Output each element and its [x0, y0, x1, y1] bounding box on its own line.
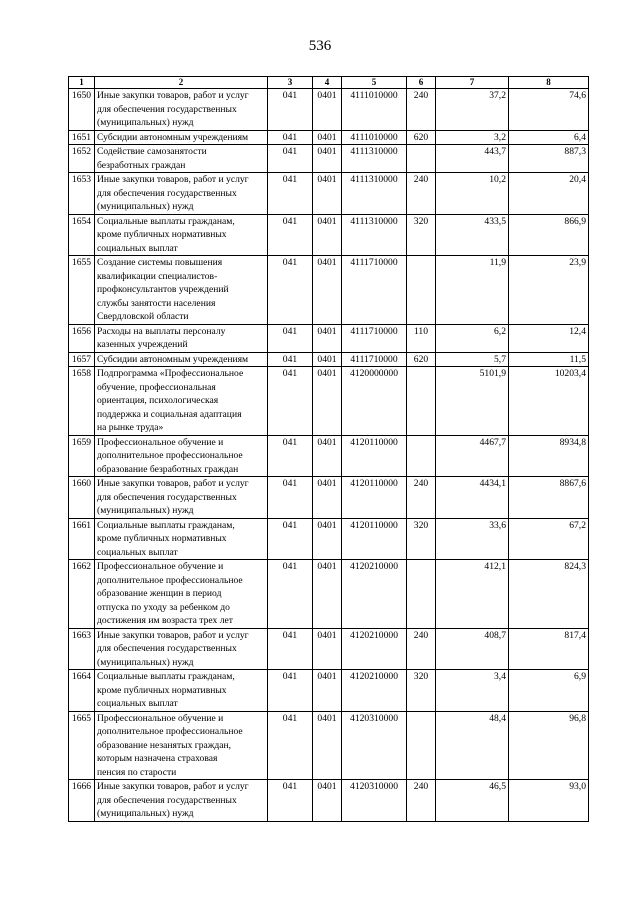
- description-line: которым назначена страховая: [97, 753, 218, 764]
- page-number: 536: [308, 38, 332, 54]
- description-line: кроме публичных нормативных: [97, 229, 227, 240]
- description-line: образование незанятых граждан,: [97, 739, 232, 751]
- section-code: 0401: [313, 670, 342, 712]
- amount-column-8: 6,4: [509, 130, 589, 145]
- expense-type-code: 240: [407, 780, 436, 822]
- table-row: [69, 435, 589, 477]
- table-row: [69, 670, 589, 712]
- amount-column-7: 408,7: [436, 628, 509, 670]
- description-line: обучение, профессиональная: [97, 381, 216, 393]
- amount-column-7: 10,2: [436, 173, 509, 215]
- ministry-code: 041: [268, 324, 313, 352]
- table-row: [69, 628, 589, 670]
- section-code: 0401: [313, 711, 342, 780]
- description-line: поддержка и социальная адаптация: [97, 408, 242, 420]
- expense-type-code: 110: [407, 324, 436, 352]
- amount-column-7: 5,7: [436, 352, 509, 367]
- description-line: Иные закупки товаров, работ и услуг: [97, 781, 249, 792]
- description-line: социальных выплат: [97, 698, 178, 709]
- description-line: дополнительное профессиональное: [97, 726, 243, 737]
- target-article-code: 4111710000: [342, 256, 407, 325]
- description-line: Профессиональное обучение и: [97, 436, 224, 448]
- amount-column-8: 74,6: [509, 89, 589, 131]
- column-header: 5: [342, 77, 407, 89]
- expense-type-code: [407, 256, 436, 325]
- amount-column-8: 817,4: [509, 628, 589, 670]
- description-line: образование безработных граждан: [97, 463, 239, 475]
- amount-column-8: 12,4: [509, 324, 589, 352]
- description-line: Субсидии автономным учреждениям: [97, 131, 249, 143]
- amount-column-8: 8934,8: [509, 435, 589, 477]
- amount-column-7: 412,1: [436, 560, 509, 629]
- ministry-code: 041: [268, 670, 313, 712]
- row-description: [95, 324, 268, 352]
- column-header: 1: [69, 77, 95, 89]
- expense-type-code: [407, 367, 436, 436]
- ministry-code: 041: [268, 173, 313, 215]
- ministry-code: 041: [268, 560, 313, 629]
- description-line: ориентация, психологическая: [97, 395, 219, 406]
- row-description: [95, 477, 268, 519]
- table-row: [69, 89, 589, 131]
- target-article-code: 4120000000: [342, 367, 407, 436]
- description-line: квалификации специалистов-: [97, 270, 218, 282]
- row-number: 1658: [69, 367, 95, 436]
- row-description: [95, 145, 268, 173]
- table-row: [69, 477, 589, 519]
- row-number: 1662: [69, 560, 95, 629]
- description-line: Профессиональное обучение и: [97, 712, 224, 724]
- row-description: [95, 89, 268, 131]
- expense-type-code: [407, 145, 436, 173]
- ministry-code: 041: [268, 89, 313, 131]
- amount-column-8: 11,5: [509, 352, 589, 367]
- amount-column-7: 37,2: [436, 89, 509, 131]
- row-number: 1650: [69, 89, 95, 131]
- column-header: 4: [313, 77, 342, 89]
- row-description: [95, 711, 268, 780]
- row-description: [95, 435, 268, 477]
- amount-column-7: 46,5: [436, 780, 509, 822]
- row-number: 1654: [69, 214, 95, 256]
- table-body: [69, 89, 589, 822]
- target-article-code: 4120310000: [342, 711, 407, 780]
- expense-type-code: 240: [407, 173, 436, 215]
- target-article-code: 4120210000: [342, 560, 407, 629]
- target-article-code: 4111310000: [342, 214, 407, 256]
- description-line: профконсультантов учреждений: [97, 284, 229, 295]
- row-description: [95, 367, 268, 436]
- description-line: Социальные выплаты гражданам,: [97, 671, 235, 682]
- section-code: 0401: [313, 518, 342, 560]
- description-line: (муниципальных) нужд: [97, 656, 194, 668]
- amount-column-8: 866,9: [509, 214, 589, 256]
- description-line: социальных выплат: [97, 546, 178, 558]
- amount-column-7: 4467,7: [436, 435, 509, 477]
- target-article-code: 4120110000: [342, 435, 407, 477]
- amount-column-8: 23,9: [509, 256, 589, 325]
- row-description: [95, 214, 268, 256]
- amount-column-8: 96,8: [509, 711, 589, 780]
- ministry-code: 041: [268, 256, 313, 325]
- description-line: для обеспечения государственных: [97, 187, 237, 199]
- description-line: (муниципальных) нужд: [97, 808, 194, 819]
- ministry-code: 041: [268, 518, 313, 560]
- target-article-code: 4111010000: [342, 130, 407, 145]
- description-line: пенсия по старости: [97, 766, 177, 778]
- description-line: Свердловской области: [97, 311, 189, 322]
- row-number: 1655: [69, 256, 95, 325]
- description-line: кроме публичных нормативных: [97, 684, 227, 696]
- ministry-code: 041: [268, 628, 313, 670]
- amount-column-7: 6,2: [436, 324, 509, 352]
- table-row: [69, 560, 589, 629]
- target-article-code: 4111310000: [342, 173, 407, 215]
- section-code: 0401: [313, 256, 342, 325]
- row-number: 1659: [69, 435, 95, 477]
- section-code: 0401: [313, 435, 342, 477]
- row-number: 1652: [69, 145, 95, 173]
- amount-column-7: 4434,1: [436, 477, 509, 519]
- target-article-code: 4120110000: [342, 477, 407, 519]
- column-header: 7: [436, 77, 509, 89]
- ministry-code: 041: [268, 711, 313, 780]
- description-line: для обеспечения государственных: [97, 794, 237, 806]
- budget-table: [68, 76, 589, 822]
- column-header: 2: [95, 77, 268, 89]
- description-line: для обеспечения государственных: [97, 491, 237, 503]
- section-code: 0401: [313, 89, 342, 131]
- target-article-code: 4120310000: [342, 780, 407, 822]
- description-line: Подпрограмма «Профессиональное: [97, 368, 244, 379]
- description-line: (муниципальных) нужд: [97, 117, 194, 128]
- section-code: 0401: [313, 130, 342, 145]
- row-description: [95, 173, 268, 215]
- target-article-code: 4120210000: [342, 670, 407, 712]
- description-line: Субсидии автономным учреждениям: [97, 353, 249, 365]
- description-line: дополнительное профессиональное: [97, 574, 243, 586]
- section-code: 0401: [313, 477, 342, 519]
- row-number: 1660: [69, 477, 95, 519]
- row-description: [95, 628, 268, 670]
- description-line: казенных учреждений: [97, 339, 188, 350]
- section-code: 0401: [313, 145, 342, 173]
- description-line: безработных граждан: [97, 159, 186, 171]
- expense-type-code: 620: [407, 130, 436, 145]
- table-row: [69, 352, 589, 367]
- row-number: 1661: [69, 518, 95, 560]
- description-line: Профессиональное обучение и: [97, 561, 224, 572]
- table-row: [69, 130, 589, 145]
- column-header: 3: [268, 77, 313, 89]
- amount-column-7: 5101,9: [436, 367, 509, 436]
- expense-type-code: 240: [407, 477, 436, 519]
- row-description: [95, 780, 268, 822]
- amount-column-7: 433,5: [436, 214, 509, 256]
- expense-type-code: [407, 435, 436, 477]
- section-code: 0401: [313, 367, 342, 436]
- description-line: Расходы на выплаты персоналу: [97, 325, 226, 337]
- section-code: 0401: [313, 780, 342, 822]
- target-article-code: 4120110000: [342, 518, 407, 560]
- description-line: Иные закупки товаров, работ и услуг: [97, 174, 249, 185]
- row-description: [95, 130, 268, 145]
- table-row: [69, 518, 589, 560]
- table-row: [69, 711, 589, 780]
- amount-column-7: 3,4: [436, 670, 509, 712]
- section-code: 0401: [313, 324, 342, 352]
- row-number: 1664: [69, 670, 95, 712]
- row-description: [95, 670, 268, 712]
- expense-type-code: 240: [407, 628, 436, 670]
- amount-column-7: 33,6: [436, 518, 509, 560]
- description-line: (муниципальных) нужд: [97, 505, 194, 516]
- section-code: 0401: [313, 352, 342, 367]
- amount-column-7: 443,7: [436, 145, 509, 173]
- description-line: социальных выплат: [97, 242, 178, 254]
- row-description: [95, 518, 268, 560]
- ministry-code: 041: [268, 130, 313, 145]
- target-article-code: 4111310000: [342, 145, 407, 173]
- description-line: Создание системы повышения: [97, 257, 223, 268]
- amount-column-7: 48,4: [436, 711, 509, 780]
- ministry-code: 041: [268, 780, 313, 822]
- row-number: 1651: [69, 130, 95, 145]
- amount-column-8: 824,3: [509, 560, 589, 629]
- table-row: [69, 214, 589, 256]
- target-article-code: 4120210000: [342, 628, 407, 670]
- amount-column-8: 20,4: [509, 173, 589, 215]
- table-row: [69, 145, 589, 173]
- description-line: Социальные выплаты гражданам,: [97, 519, 235, 531]
- table-row: [69, 256, 589, 325]
- expense-type-code: 320: [407, 670, 436, 712]
- expense-type-code: 320: [407, 214, 436, 256]
- column-header: 8: [509, 77, 589, 89]
- description-line: для обеспечения государственных: [97, 103, 237, 115]
- ministry-code: 041: [268, 214, 313, 256]
- row-description: [95, 352, 268, 367]
- ministry-code: 041: [268, 367, 313, 436]
- amount-column-7: 3,2: [436, 130, 509, 145]
- amount-column-8: 10203,4: [509, 367, 589, 436]
- description-line: отпуска по уходу за ребенком до: [97, 601, 230, 613]
- section-code: 0401: [313, 173, 342, 215]
- description-line: кроме публичных нормативных: [97, 533, 227, 544]
- row-number: 1657: [69, 352, 95, 367]
- row-number: 1666: [69, 780, 95, 822]
- section-code: 0401: [313, 628, 342, 670]
- column-header: 6: [407, 77, 436, 89]
- ministry-code: 041: [268, 477, 313, 519]
- table-header-row: [69, 77, 589, 89]
- description-line: образование женщин в период: [97, 588, 222, 599]
- amount-column-8: 8867,6: [509, 477, 589, 519]
- description-line: достижения им возраста трех лет: [97, 615, 233, 626]
- description-line: Иные закупки товаров, работ и услуг: [97, 90, 249, 101]
- description-line: службы занятости населения: [97, 297, 216, 309]
- target-article-code: 4111010000: [342, 89, 407, 131]
- row-number: 1665: [69, 711, 95, 780]
- amount-column-7: 11,9: [436, 256, 509, 325]
- row-description: [95, 256, 268, 325]
- amount-column-8: 93,0: [509, 780, 589, 822]
- table-row: [69, 367, 589, 436]
- description-line: Содействие самозанятости: [97, 146, 207, 157]
- expense-type-code: [407, 560, 436, 629]
- target-article-code: 4111710000: [342, 324, 407, 352]
- expense-type-code: 620: [407, 352, 436, 367]
- amount-column-8: 67,2: [509, 518, 589, 560]
- row-number: 1663: [69, 628, 95, 670]
- table-row: [69, 173, 589, 215]
- section-code: 0401: [313, 560, 342, 629]
- row-number: 1656: [69, 324, 95, 352]
- table-row: [69, 780, 589, 822]
- description-line: на рынке труда»: [97, 422, 164, 433]
- expense-type-code: 320: [407, 518, 436, 560]
- table-row: [69, 324, 589, 352]
- description-line: Иные закупки товаров, работ и услуг: [97, 478, 249, 489]
- row-description: [95, 560, 268, 629]
- description-line: дополнительное профессиональное: [97, 450, 243, 461]
- target-article-code: 4111710000: [342, 352, 407, 367]
- description-line: (муниципальных) нужд: [97, 201, 194, 212]
- description-line: Социальные выплаты гражданам,: [97, 215, 235, 227]
- section-code: 0401: [313, 214, 342, 256]
- expense-type-code: [407, 711, 436, 780]
- description-line: для обеспечения государственных: [97, 643, 237, 654]
- expense-type-code: 240: [407, 89, 436, 131]
- ministry-code: 041: [268, 145, 313, 173]
- amount-column-8: 887,3: [509, 145, 589, 173]
- ministry-code: 041: [268, 435, 313, 477]
- description-line: Иные закупки товаров, работ и услуг: [97, 629, 249, 641]
- ministry-code: 041: [268, 352, 313, 367]
- amount-column-8: 6,9: [509, 670, 589, 712]
- row-number: 1653: [69, 173, 95, 215]
